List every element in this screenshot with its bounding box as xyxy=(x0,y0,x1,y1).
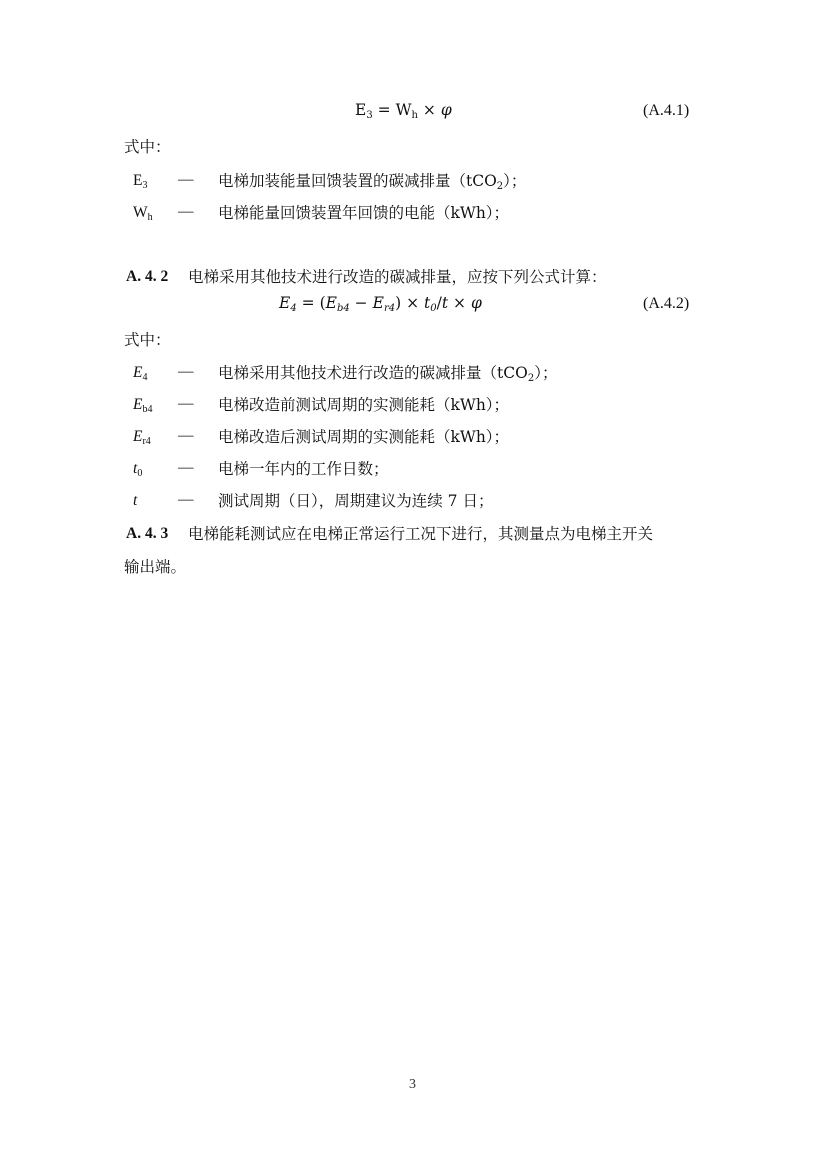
def2-symbol-er4: $E_{r4}$ xyxy=(133,428,151,447)
def2-symbol-eb4: $E_{b4}$ xyxy=(133,396,153,415)
def2-text-t0: 电梯一年内的工作日数； xyxy=(218,460,389,478)
eq1-lhs: E xyxy=(355,101,367,119)
eq1-times: × xyxy=(422,101,436,119)
def2-dash-1: — xyxy=(178,395,194,412)
def2-text-eb4: 电梯改造前测试周期的实测能耗（kWh）； xyxy=(218,396,510,414)
def2-symbol-t0: $t_0$ xyxy=(133,460,143,479)
def1-dash-0: — xyxy=(178,171,194,188)
clause-text-a43-line2: 输出端。 xyxy=(124,558,187,576)
def2-dash-3: — xyxy=(178,459,194,476)
eq1-rhs-sub: h xyxy=(411,110,418,121)
def1-text-e3: 电梯加装能量回馈装置的碳减排量（tCO$_2$）； xyxy=(218,172,527,192)
where-label-1: 式中： xyxy=(124,138,171,156)
def2-dash-2: — xyxy=(178,427,194,444)
def2-dash-4: — xyxy=(178,491,194,508)
clause-number-a42: A. 4. 2 xyxy=(126,268,169,285)
def2-text-e4: 电梯采用其他技术进行改造的碳减排量（tCO$_2$）； xyxy=(218,364,558,384)
clause-text-a42: 电梯采用其他技术进行改造的碳减排量，应按下列公式计算： xyxy=(188,268,607,286)
def1-dash-1: — xyxy=(178,203,194,220)
equation-number-a42: (A.4.2) xyxy=(643,295,690,312)
eq1-rhs: W xyxy=(395,101,412,119)
eq1-lhs-sub: 3 xyxy=(366,110,373,121)
def1-text-wh: 电梯能量回馈装置年回馈的电能（kWh）； xyxy=(218,204,510,222)
page-number: 3 xyxy=(409,1077,416,1092)
clause-number-a43: A. 4. 3 xyxy=(126,525,169,542)
def2-text-t: 测试周期（日），周期建议为连续 7 日； xyxy=(218,492,494,510)
clause-text-a43-line1: 电梯能耗测试应在电梯正常运行工况下进行，其测量点为电梯主开关 xyxy=(188,525,654,543)
def1-symbol-wh: $W_h$ xyxy=(133,204,153,223)
where-label-2: 式中： xyxy=(124,331,171,349)
def2-symbol-e4: $E_4$ xyxy=(133,364,148,383)
def2-symbol-t: t xyxy=(133,492,138,509)
equation-a41 xyxy=(355,101,452,121)
def2-dash-0: — xyxy=(178,363,194,380)
eq1-phi: φ xyxy=(440,101,452,119)
def2-text-er4: 电梯改造后测试周期的实测能耗（kWh）； xyxy=(218,428,510,446)
def1-symbol-e3: $E_3$ xyxy=(133,172,148,191)
equation-number-a41: (A.4.1) xyxy=(643,102,690,119)
eq1-equals: = xyxy=(377,101,391,119)
equation-a42: $E_4 = (E_{b4} - E_{r4}) \times t_0/t \times \varphi$ xyxy=(279,294,482,314)
